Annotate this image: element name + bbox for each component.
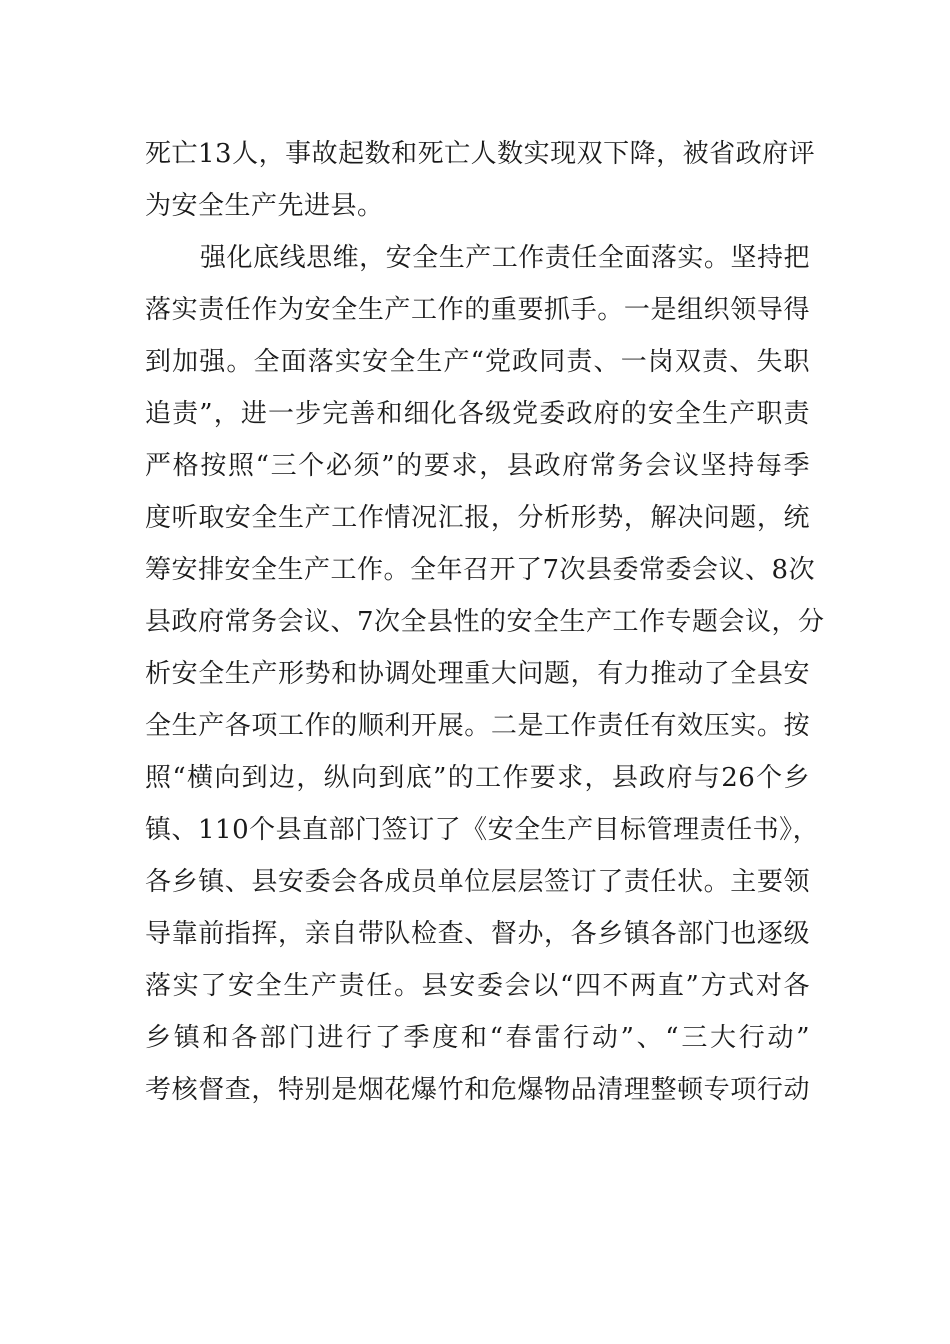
body-text xyxy=(145,128,825,1116)
text-line: 追责”，进一步完善和细化各级党委政府的安全生产职责 xyxy=(145,399,810,429)
text-line: 严格按照“三个必须”的要求，县政府常务会议坚持每季 xyxy=(145,451,810,481)
text-line: 镇、110个县直部门签订了《安全生产目标管理责任书》， xyxy=(145,815,820,845)
text-line: 度听取安全生产工作情况汇报，分析形势，解决问题，统 xyxy=(145,503,810,533)
text-line: 析安全生产形势和协调处理重大问题，有力推动了全县安 xyxy=(145,659,810,689)
text-line: 乡镇和各部门进行了季度和“春雷行动”、“三大行动” xyxy=(145,1023,810,1053)
text-line: 落实了安全生产责任。县安委会以“四不两直”方式对各 xyxy=(145,971,810,1001)
text-line: 全生产各项工作的顺利开展。二是工作责任有效压实。按 xyxy=(145,711,810,741)
text-line: 死亡13人，事故起数和死亡人数实现双下降，被省政府评 xyxy=(145,139,816,169)
text-line: 考核督查，特别是烟花爆竹和危爆物品清理整顿专项行动 xyxy=(145,1075,810,1105)
text-line: 照“横向到边，纵向到底”的工作要求，县政府与26个乡 xyxy=(145,763,810,793)
paragraph-first-line: 强化底线思维，安全生产工作责任全面落实。坚持把 xyxy=(200,243,810,273)
text-line: 县政府常务会议、7次全县性的安全生产工作专题会议，分 xyxy=(145,607,825,637)
text-line: 到加强。全面落实安全生产“党政同责、一岗双责、失职 xyxy=(145,347,810,377)
text-line: 为安全生产先进县。 xyxy=(145,191,384,221)
text-line: 筹安排安全生产工作。全年召开了7次县委常委会议、8次 xyxy=(145,555,816,585)
text-line: 落实责任作为安全生产工作的重要抓手。一是组织领导得 xyxy=(145,295,810,325)
text-line: 导靠前指挥，亲自带队检查、督办，各乡镇各部门也逐级 xyxy=(145,919,810,949)
text-line: 各乡镇、县安委会各成员单位层层签订了责任状。主要领 xyxy=(145,867,810,897)
